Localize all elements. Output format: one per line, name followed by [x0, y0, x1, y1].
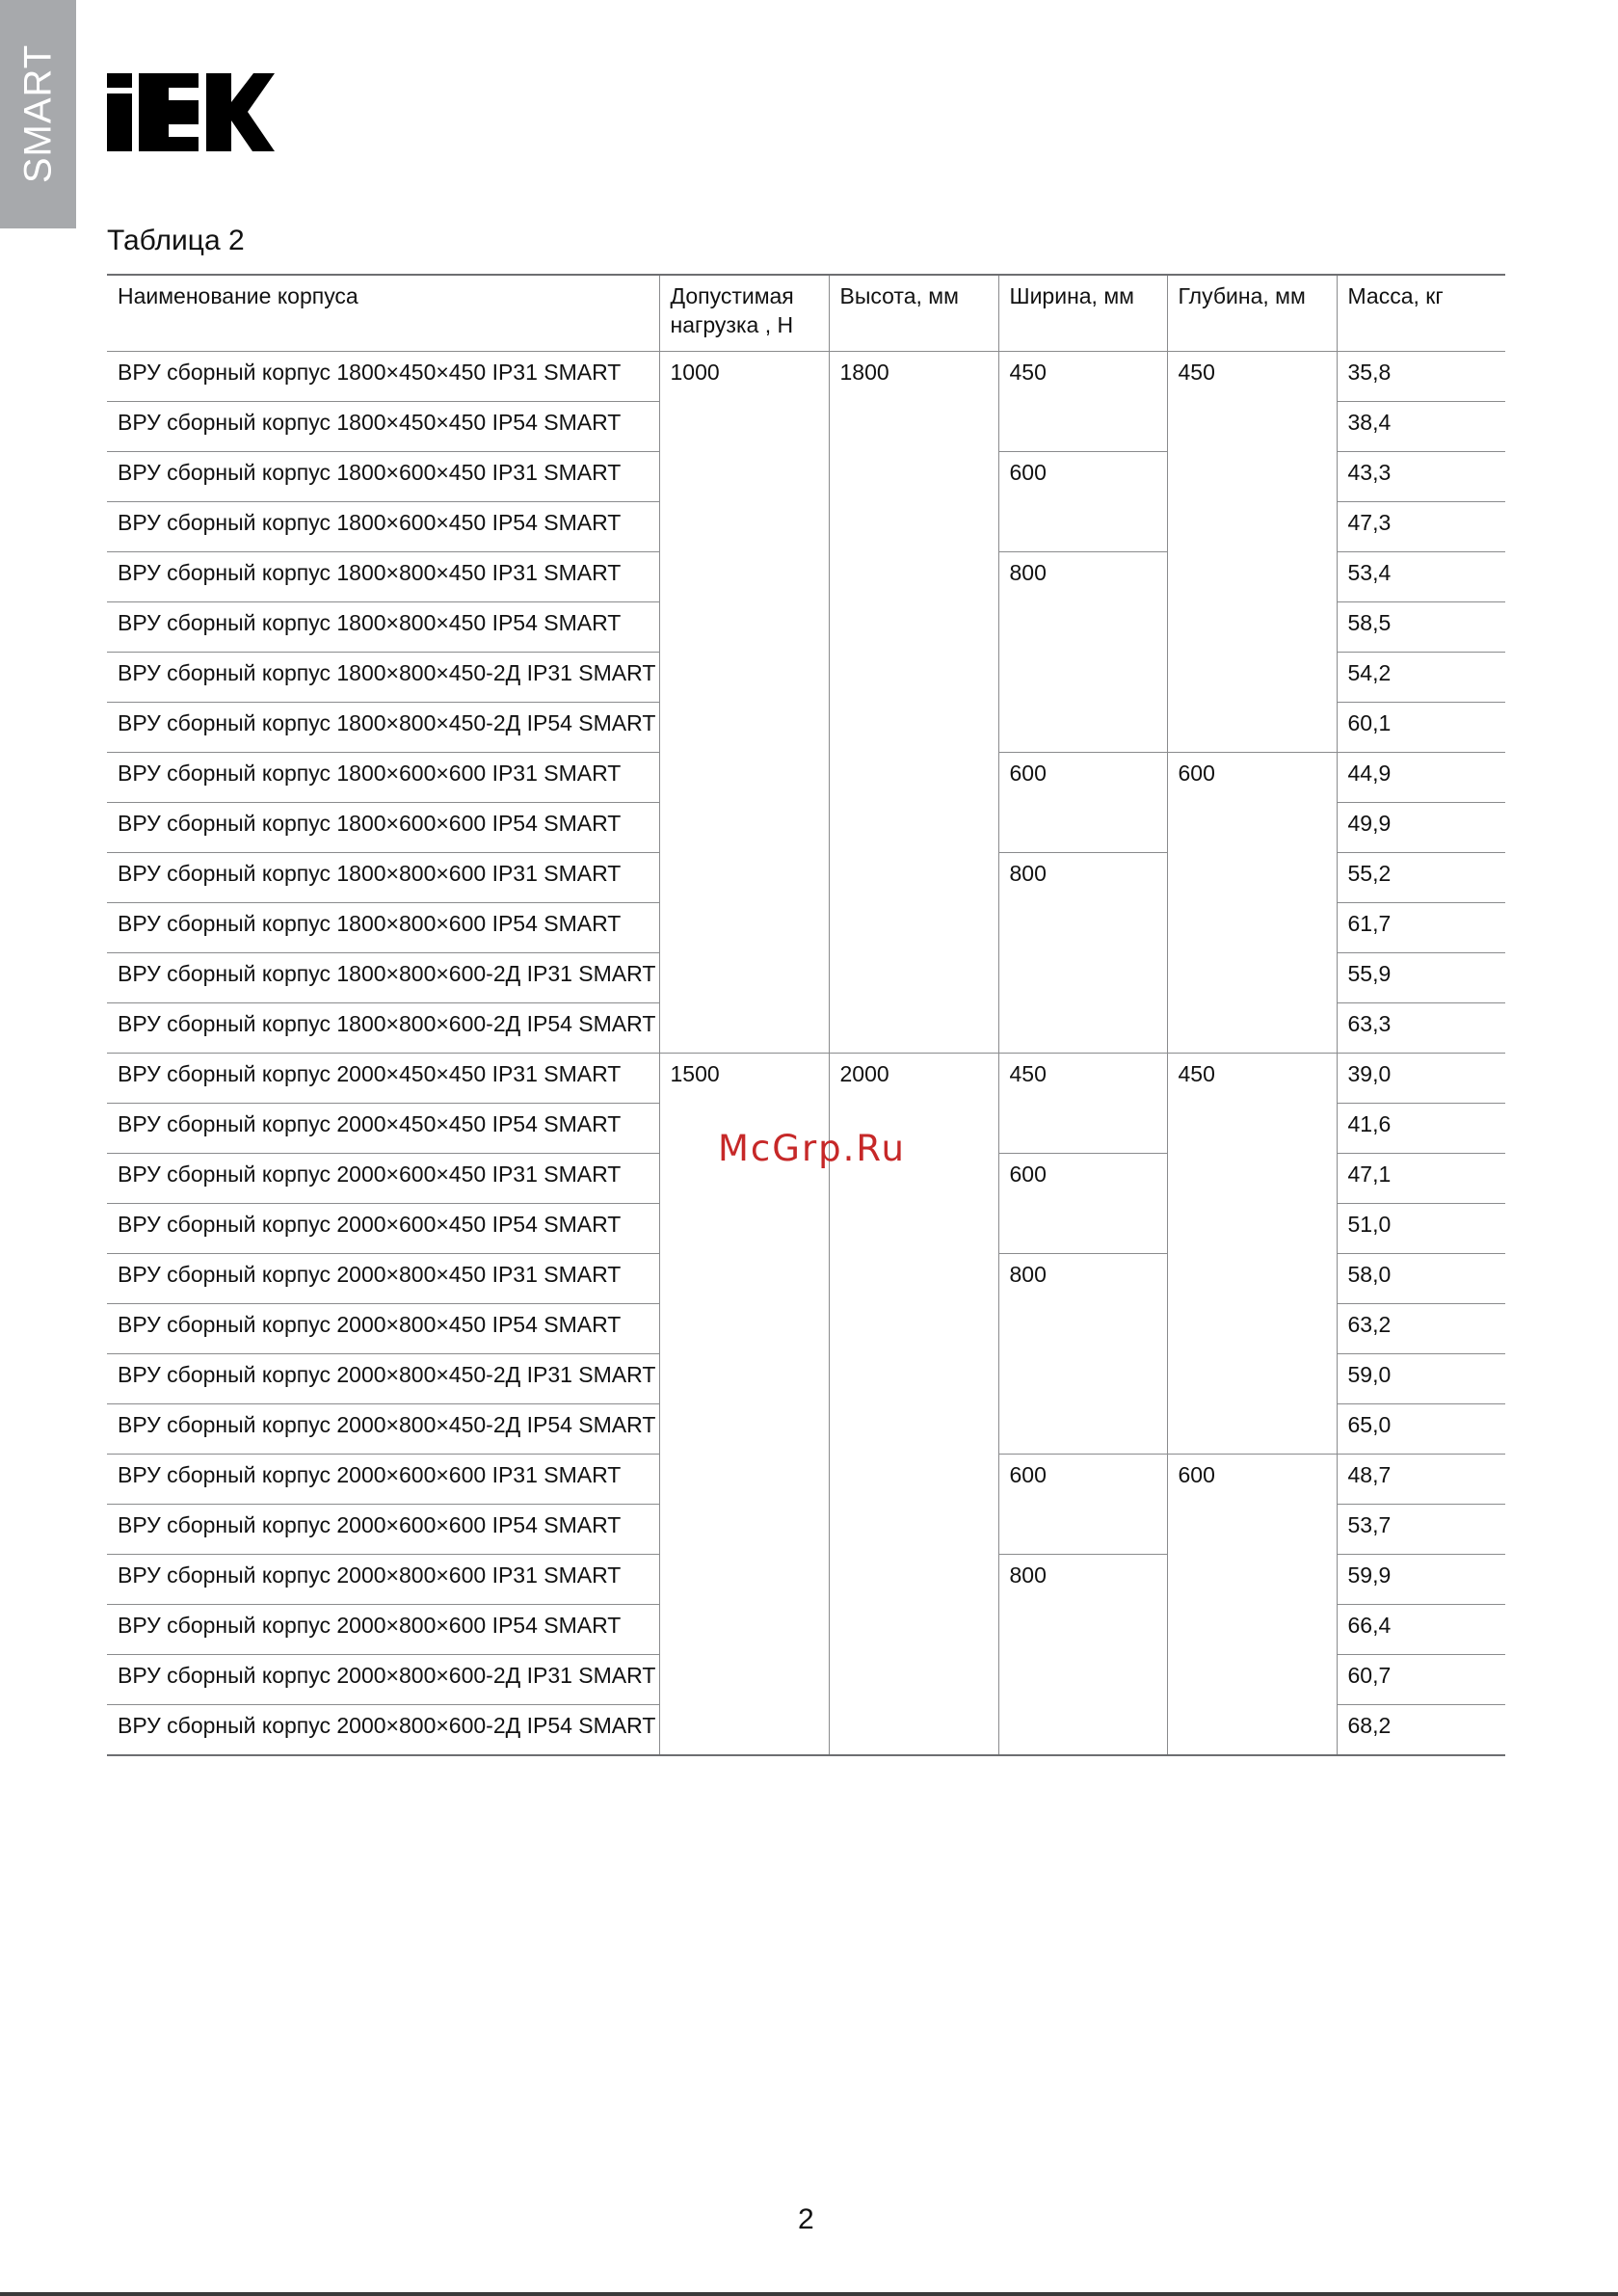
enclosure-name-cell: ВРУ сборный корпус 1800×800×450-2Д IP54 SMART: [107, 703, 659, 753]
side-tab-label: SMART: [16, 43, 60, 184]
mass-cell: 53,7: [1337, 1505, 1505, 1555]
enclosure-name-cell: ВРУ сборный корпус 1800×600×450 IP31 SMART: [107, 452, 659, 502]
mass-cell: 55,2: [1337, 853, 1505, 903]
side-tab: [0, 0, 76, 228]
enclosure-name-cell: ВРУ сборный корпус 2000×450×450 IP31 SMART: [107, 1054, 659, 1104]
mass-cell: 68,2: [1337, 1705, 1505, 1756]
header-name: Наименование корпуса: [107, 275, 659, 352]
depth-cell: 450: [1167, 1054, 1337, 1455]
width-cell: 600: [998, 1154, 1167, 1254]
mass-cell: 63,2: [1337, 1304, 1505, 1354]
mass-cell: 35,8: [1337, 352, 1505, 402]
spec-table: [107, 274, 1505, 1756]
header-load: Допустимая нагрузка , Н: [659, 275, 829, 352]
mass-cell: 44,9: [1337, 753, 1505, 803]
table-body: [107, 352, 1505, 1756]
width-cell: 600: [998, 1455, 1167, 1555]
mass-cell: 47,1: [1337, 1154, 1505, 1204]
width-cell: 600: [998, 753, 1167, 853]
enclosure-name-cell: ВРУ сборный корпус 2000×600×600 IP31 SMART: [107, 1455, 659, 1505]
width-cell: 800: [998, 552, 1167, 753]
header-mass: Масса, кг: [1337, 275, 1505, 352]
mass-cell: 47,3: [1337, 502, 1505, 552]
enclosure-name-cell: ВРУ сборный корпус 2000×800×600-2Д IP31 SMART: [107, 1655, 659, 1705]
enclosure-name-cell: ВРУ сборный корпус 1800×800×600 IP31 SMART: [107, 853, 659, 903]
enclosure-name-cell: ВРУ сборный корпус 1800×800×600-2Д IP31 SMART: [107, 953, 659, 1003]
mass-cell: 61,7: [1337, 903, 1505, 953]
header-height: Высота, мм: [829, 275, 998, 352]
mass-cell: 48,7: [1337, 1455, 1505, 1505]
mass-cell: 60,1: [1337, 703, 1505, 753]
enclosure-name-cell: ВРУ сборный корпус 2000×600×600 IP54 SMART: [107, 1505, 659, 1555]
width-cell: 600: [998, 452, 1167, 552]
enclosure-name-cell: ВРУ сборный корпус 1800×450×450 IP54 SMART: [107, 402, 659, 452]
bottom-rule: [0, 2292, 1618, 2296]
depth-cell: 600: [1167, 753, 1337, 1054]
enclosure-name-cell: ВРУ сборный корпус 2000×800×600 IP31 SMART: [107, 1555, 659, 1605]
iek-logo: [107, 73, 275, 151]
page-number: 2: [798, 2203, 814, 2235]
width-cell: 800: [998, 1555, 1167, 1756]
mass-cell: 41,6: [1337, 1104, 1505, 1154]
enclosure-name-cell: ВРУ сборный корпус 1800×450×450 IP31 SMART: [107, 352, 659, 402]
mass-cell: 39,0: [1337, 1054, 1505, 1104]
enclosure-name-cell: ВРУ сборный корпус 1800×600×450 IP54 SMART: [107, 502, 659, 552]
mass-cell: 58,5: [1337, 602, 1505, 653]
mass-cell: 53,4: [1337, 552, 1505, 602]
mass-cell: 54,2: [1337, 653, 1505, 703]
enclosure-name-cell: ВРУ сборный корпус 2000×800×600-2Д IP54 SMART: [107, 1705, 659, 1756]
table-caption: Таблица 2: [107, 225, 245, 256]
mass-cell: 60,7: [1337, 1655, 1505, 1705]
mass-cell: 55,9: [1337, 953, 1505, 1003]
enclosure-name-cell: ВРУ сборный корпус 1800×600×600 IP54 SMART: [107, 803, 659, 853]
header-depth: Глубина, мм: [1167, 275, 1337, 352]
mass-cell: 59,0: [1337, 1354, 1505, 1404]
table-row: [107, 352, 1505, 402]
width-cell: 450: [998, 352, 1167, 452]
enclosure-name-cell: ВРУ сборный корпус 2000×600×450 IP31 SMART: [107, 1154, 659, 1204]
mass-cell: 51,0: [1337, 1204, 1505, 1254]
enclosure-name-cell: ВРУ сборный корпус 1800×800×600 IP54 SMART: [107, 903, 659, 953]
header-width: Ширина, мм: [998, 275, 1167, 352]
depth-cell: 450: [1167, 352, 1337, 753]
mass-cell: 49,9: [1337, 803, 1505, 853]
width-cell: 450: [998, 1054, 1167, 1154]
enclosure-name-cell: ВРУ сборный корпус 2000×800×450-2Д IP54 SMART: [107, 1404, 659, 1455]
enclosure-name-cell: ВРУ сборный корпус 2000×800×450-2Д IP31 SMART: [107, 1354, 659, 1404]
mass-cell: 59,9: [1337, 1555, 1505, 1605]
table-row: [107, 1054, 1505, 1104]
enclosure-name-cell: ВРУ сборный корпус 1800×800×450 IP54 SMART: [107, 602, 659, 653]
enclosure-name-cell: ВРУ сборный корпус 2000×600×450 IP54 SMART: [107, 1204, 659, 1254]
mass-cell: 63,3: [1337, 1003, 1505, 1054]
height-cell: 1800: [829, 352, 998, 1054]
enclosure-name-cell: ВРУ сборный корпус 1800×800×450-2Д IP31 SMART: [107, 653, 659, 703]
mass-cell: 66,4: [1337, 1605, 1505, 1655]
table-header-row: [107, 275, 1505, 352]
mass-cell: 43,3: [1337, 452, 1505, 502]
load-cell: 1500: [659, 1054, 829, 1756]
enclosure-name-cell: ВРУ сборный корпус 2000×800×600 IP54 SMART: [107, 1605, 659, 1655]
depth-cell: 600: [1167, 1455, 1337, 1756]
enclosure-name-cell: ВРУ сборный корпус 1800×800×600-2Д IP54 SMART: [107, 1003, 659, 1054]
enclosure-name-cell: ВРУ сборный корпус 2000×450×450 IP54 SMART: [107, 1104, 659, 1154]
enclosure-name-cell: ВРУ сборный корпус 2000×800×450 IP31 SMART: [107, 1254, 659, 1304]
enclosure-name-cell: ВРУ сборный корпус 1800×800×450 IP31 SMART: [107, 552, 659, 602]
mass-cell: 65,0: [1337, 1404, 1505, 1455]
enclosure-name-cell: ВРУ сборный корпус 1800×600×600 IP31 SMART: [107, 753, 659, 803]
mass-cell: 38,4: [1337, 402, 1505, 452]
load-cell: 1000: [659, 352, 829, 1054]
watermark: McGrp.Ru: [718, 1128, 906, 1169]
mass-cell: 58,0: [1337, 1254, 1505, 1304]
width-cell: 800: [998, 853, 1167, 1054]
height-cell: 2000: [829, 1054, 998, 1756]
enclosure-name-cell: ВРУ сборный корпус 2000×800×450 IP54 SMART: [107, 1304, 659, 1354]
width-cell: 800: [998, 1254, 1167, 1455]
